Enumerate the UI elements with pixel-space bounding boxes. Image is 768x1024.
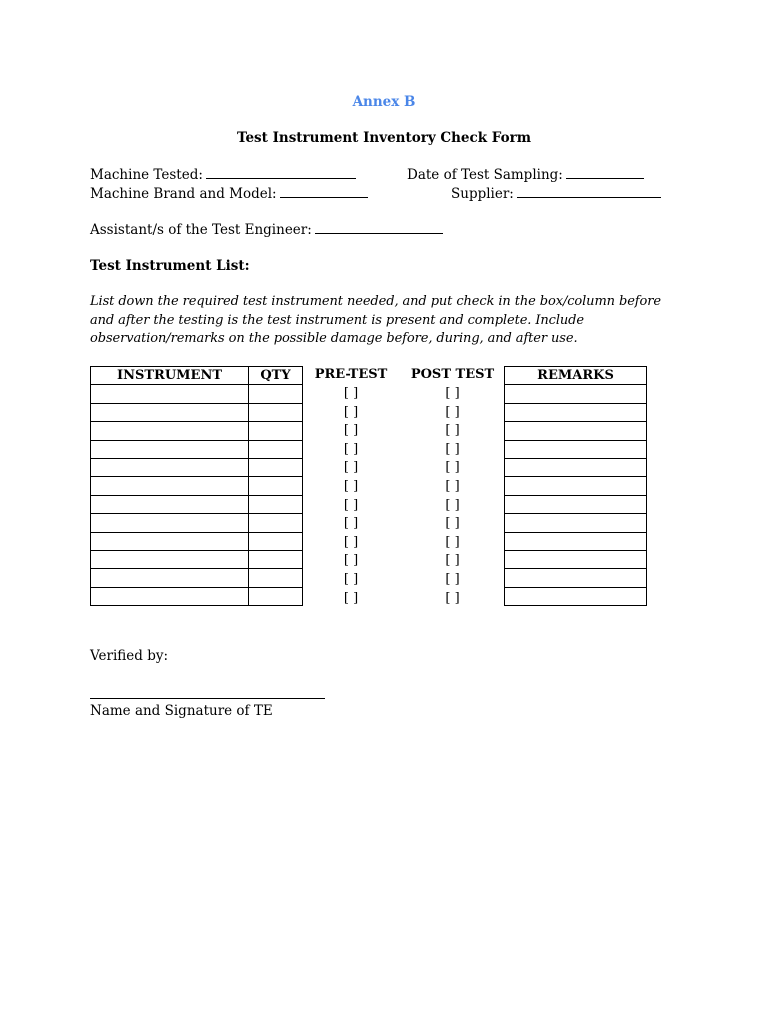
remarks-row [505,569,647,587]
post-test-checkbox[interactable]: [ ] [445,590,460,606]
remarks-row [505,514,647,532]
pre-test-checkbox[interactable]: [ ] [343,478,359,494]
instrument-row [91,514,303,532]
remarks-cell[interactable] [505,514,647,532]
qty-cell[interactable] [249,477,303,495]
post-test-checkbox[interactable]: [ ] [445,404,460,420]
assistants-blank[interactable] [315,221,443,234]
post-test-checkboxes [405,385,500,608]
instrument-header: INSTRUMENT [91,367,249,385]
machine-tested-field[interactable] [90,166,356,183]
supplier-label: Supplier: [451,186,514,202]
form-title: Test Instrument Inventory Check Form [236,130,532,146]
remarks-row [505,495,647,513]
machine-tested-label: Machine Tested: [90,167,203,183]
instrument-cell[interactable] [91,569,249,587]
instructions-text: List down the required test instrument needed, and put check in the box/column before and after the testing is the test instrument is present and complete. Include observation/remarks on the possible damage before, during, and after use. [90,294,661,346]
qty-cell[interactable] [249,569,303,587]
instrument-cell[interactable] [91,532,249,550]
post-test-checkbox[interactable]: [ ] [445,423,460,439]
qty-cell[interactable] [249,422,303,440]
instrument-cell[interactable] [91,422,249,440]
date-of-test-sampling-label: Date of Test Sampling: [407,167,563,183]
remarks-row [505,587,647,605]
remarks-row [505,440,647,458]
qty-cell[interactable] [249,495,303,513]
post-test-checkbox[interactable]: [ ] [445,386,460,401]
instrument-row [91,458,303,476]
remarks-cell[interactable] [505,403,647,421]
assistants-label: Assistant/s of the Test Engineer: [90,222,312,238]
machine-brand-model-label: Machine Brand and Model: [90,186,277,202]
instrument-row [91,587,303,605]
post-test-checkbox[interactable]: [ ] [445,553,460,569]
pre-test-checkbox[interactable]: [ ] [343,386,359,401]
instrument-cell[interactable] [91,440,249,458]
signature-label: Name and Signature of TE [90,703,273,719]
instrument-cell[interactable] [91,477,249,495]
remarks-table [504,366,647,606]
pre-test-checkbox[interactable]: [ ] [343,590,359,606]
supplier-blank[interactable] [517,185,661,198]
remarks-header: REMARKS [505,367,647,385]
instrument-cell[interactable] [91,550,249,568]
instrument-cell[interactable] [91,458,249,476]
qty-cell[interactable] [249,514,303,532]
instrument-row [91,403,303,421]
instrument-row [91,532,303,550]
post-test-checkbox[interactable]: [ ] [445,497,460,513]
machine-brand-model-blank[interactable] [280,185,368,198]
remarks-cell[interactable] [505,587,647,605]
instrument-row [91,440,303,458]
pre-test-checkbox[interactable]: [ ] [343,404,359,420]
date-of-test-sampling-field[interactable] [407,166,644,183]
instrument-cell[interactable] [91,587,249,605]
instrument-row [91,569,303,587]
remarks-cell[interactable] [505,477,647,495]
qty-cell[interactable] [249,440,303,458]
remarks-cell[interactable] [505,440,647,458]
instrument-qty-table [90,366,303,606]
pre-test-checkbox[interactable]: [ ] [343,516,359,532]
remarks-cell[interactable] [505,422,647,440]
pre-test-checkbox[interactable]: [ ] [343,553,359,569]
instrument-row [91,477,303,495]
remarks-cell[interactable] [505,569,647,587]
post-test-checkbox[interactable]: [ ] [445,478,460,494]
qty-cell[interactable] [249,532,303,550]
post-test-header: POST TEST [410,367,495,382]
instrument-row [91,422,303,440]
pre-test-checkbox[interactable]: [ ] [343,571,359,587]
qty-cell[interactable] [249,458,303,476]
remarks-row [505,477,647,495]
remarks-row [505,550,647,568]
remarks-cell[interactable] [505,385,647,403]
qty-cell[interactable] [249,550,303,568]
pre-test-checkbox[interactable]: [ ] [343,534,359,550]
supplier-field[interactable] [451,185,661,202]
remarks-cell[interactable] [505,550,647,568]
machine-tested-blank[interactable] [206,166,356,179]
qty-cell[interactable] [249,385,303,403]
section-heading: Test Instrument List: [90,258,250,274]
pre-test-checkbox[interactable]: [ ] [343,441,359,457]
qty-cell[interactable] [249,587,303,605]
qty-header: QTY [249,367,303,385]
signature-line[interactable] [90,698,325,699]
remarks-cell[interactable] [505,458,647,476]
pre-test-checkboxes [306,385,396,608]
assistants-field[interactable] [90,221,443,238]
remarks-cell[interactable] [505,495,647,513]
machine-brand-model-field[interactable] [90,185,368,202]
instrument-cell[interactable] [91,403,249,421]
instrument-cell[interactable] [91,385,249,403]
pre-test-header: PRE-TEST [314,367,388,382]
pre-test-checkbox[interactable]: [ ] [343,460,359,476]
post-test-checkbox[interactable]: [ ] [445,516,460,532]
remarks-row [505,385,647,403]
date-of-test-sampling-blank[interactable] [566,166,644,179]
remarks-row [505,532,647,550]
annex-label: Annex B [352,94,416,110]
instrument-row [91,385,303,403]
remarks-row [505,403,647,421]
post-test-checkbox[interactable]: [ ] [445,571,460,587]
pre-test-checkbox[interactable]: [ ] [343,423,359,439]
instrument-row [91,495,303,513]
instrument-cell[interactable] [91,514,249,532]
remarks-cell[interactable] [505,532,647,550]
post-test-checkbox[interactable]: [ ] [445,534,460,550]
remarks-row [505,422,647,440]
remarks-row [505,458,647,476]
qty-cell[interactable] [249,403,303,421]
instrument-row [91,550,303,568]
pre-test-checkbox[interactable]: [ ] [343,497,359,513]
verified-by-label: Verified by: [90,648,169,664]
post-test-checkbox[interactable]: [ ] [445,441,460,457]
instrument-cell[interactable] [91,495,249,513]
post-test-checkbox[interactable]: [ ] [445,460,460,476]
